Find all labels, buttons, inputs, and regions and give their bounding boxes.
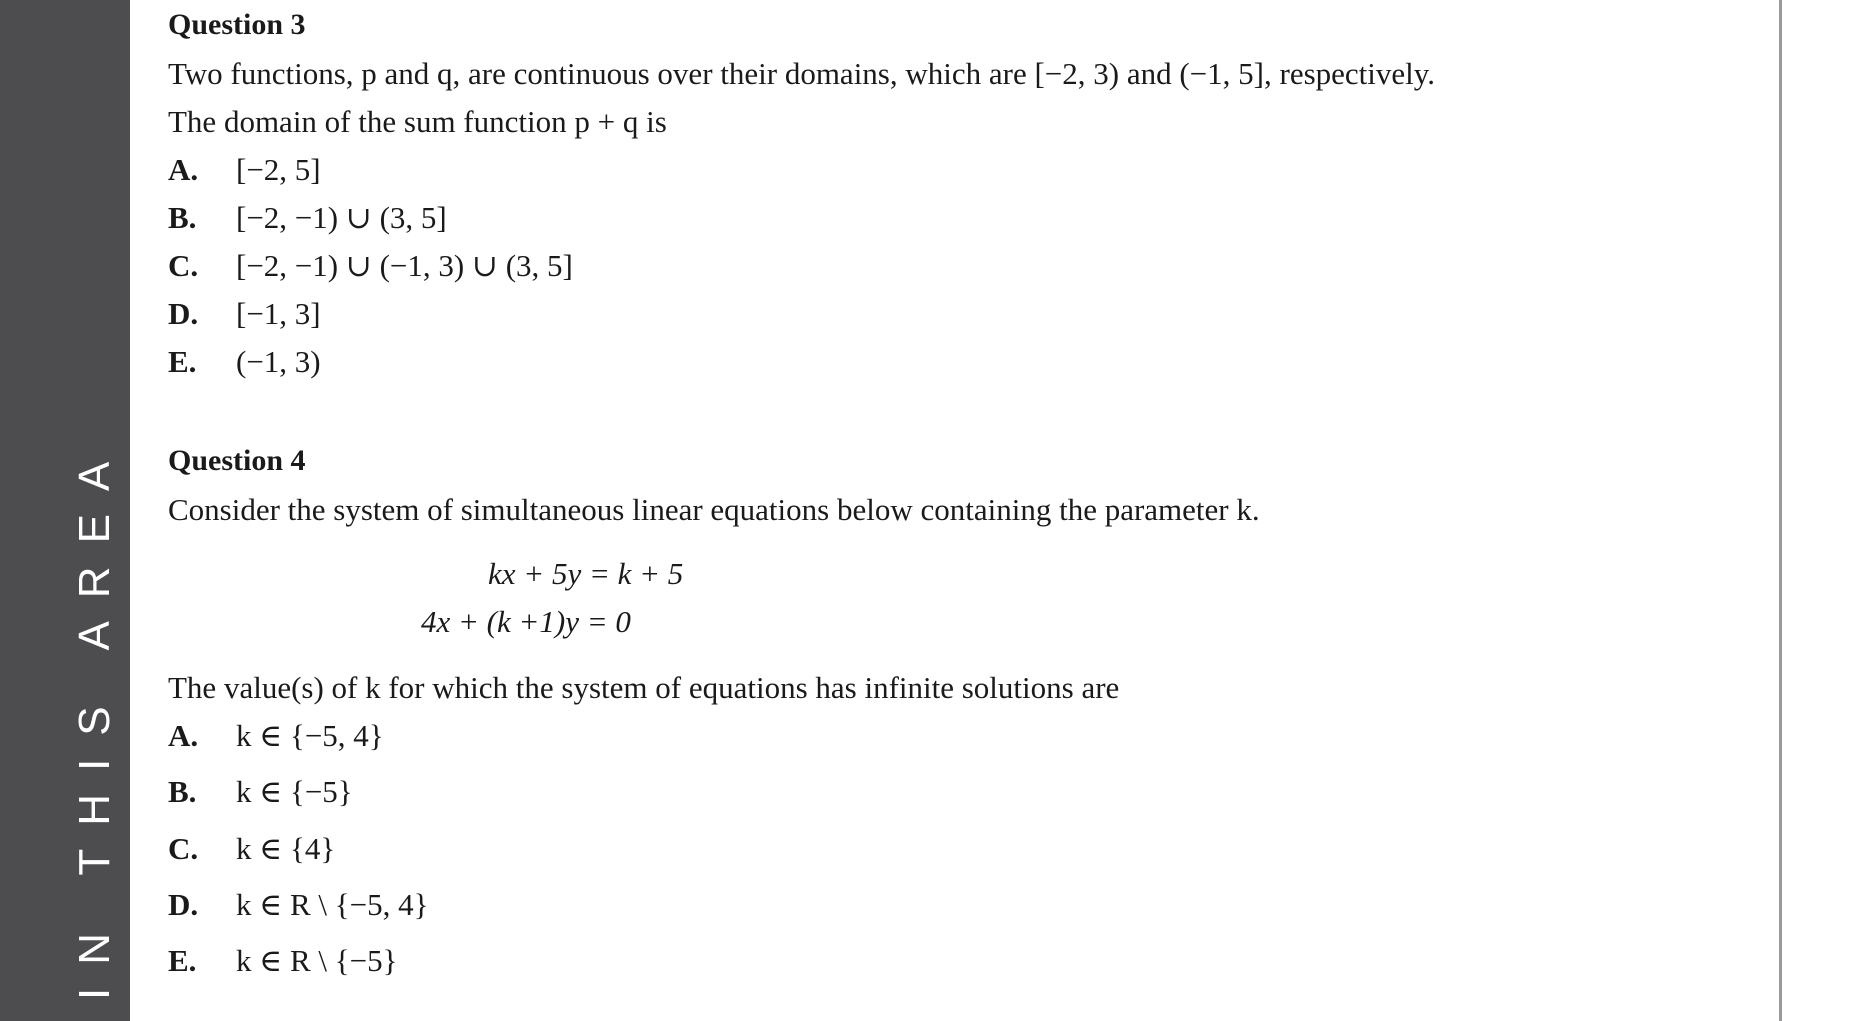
right-margin-rule bbox=[1779, 0, 1782, 1021]
option-text: k ∈ R \ {−5, 4} bbox=[236, 887, 429, 922]
question-4-option-a[interactable] bbox=[168, 720, 384, 751]
question-3-option-d[interactable] bbox=[168, 298, 321, 329]
option-text: [−2, 5] bbox=[236, 152, 321, 187]
option-text: (−1, 3) bbox=[236, 344, 321, 379]
option-letter: A. bbox=[168, 152, 199, 187]
question-3-stem-line-2: The domain of the sum function p + q is bbox=[168, 104, 667, 139]
sidebar-text: IN THIS AREA bbox=[70, 438, 119, 1000]
question-3-option-e[interactable] bbox=[168, 346, 321, 377]
question-4-title: Question 4 bbox=[168, 444, 306, 477]
question-3-stem-line-1: Two functions, p and q, are continuous over their domains, which are [−2, 3) and (−1, 5], respectively. bbox=[168, 56, 1435, 91]
option-letter: B. bbox=[168, 774, 197, 809]
option-text: k ∈ {4} bbox=[236, 831, 336, 866]
question-3-option-a[interactable] bbox=[168, 154, 321, 185]
option-letter: C. bbox=[168, 248, 199, 283]
question-4-option-c[interactable] bbox=[168, 833, 335, 864]
option-letter: E. bbox=[168, 943, 197, 978]
option-text: k ∈ R \ {−5} bbox=[236, 943, 398, 978]
option-letter: E. bbox=[168, 344, 197, 379]
option-letter: B. bbox=[168, 200, 197, 235]
equation-1: kx + 5y = k + 5 bbox=[488, 556, 684, 591]
option-letter: D. bbox=[168, 296, 199, 331]
question-4-option-b[interactable] bbox=[168, 776, 353, 807]
option-letter: A. bbox=[168, 718, 199, 753]
question-4-prompt: The value(s) of k for which the system of equations has infinite solutions are bbox=[168, 670, 1120, 705]
question-3-title: Question 3 bbox=[168, 8, 306, 41]
option-text: k ∈ {−5, 4} bbox=[236, 718, 384, 753]
option-text: [−1, 3] bbox=[236, 296, 321, 331]
question-4-stem: Consider the system of simultaneous linear equations below containing the parameter k. bbox=[168, 492, 1260, 527]
question-3-option-c[interactable] bbox=[168, 250, 573, 281]
option-text: [−2, −1) ∪ (3, 5] bbox=[236, 200, 447, 235]
question-4-option-d[interactable] bbox=[168, 889, 428, 920]
equation-2: 4x + (k +1)y = 0 bbox=[421, 604, 631, 639]
question-4-option-e[interactable] bbox=[168, 945, 397, 976]
option-letter: C. bbox=[168, 831, 199, 866]
option-text: k ∈ {−5} bbox=[236, 774, 353, 809]
question-3-option-b[interactable] bbox=[168, 202, 447, 233]
option-text: [−2, −1) ∪ (−1, 3) ∪ (3, 5] bbox=[236, 248, 573, 283]
margin-sidebar bbox=[0, 0, 130, 1021]
option-letter: D. bbox=[168, 887, 199, 922]
